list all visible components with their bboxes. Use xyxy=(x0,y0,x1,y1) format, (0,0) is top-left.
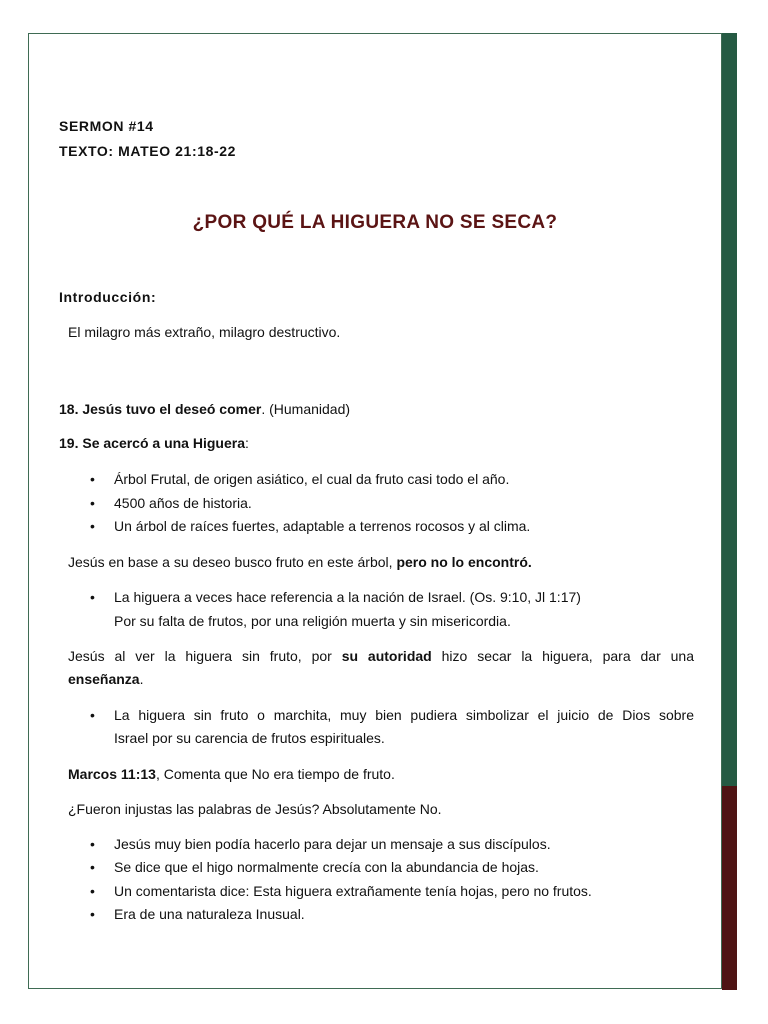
sermon-number: SERMON #14 xyxy=(59,118,154,134)
bullet-glyph: • xyxy=(90,906,95,922)
list-item: Era de una naturaleza Inusual. xyxy=(114,906,305,922)
paragraph-1-bold: pero no lo encontró. xyxy=(396,554,532,570)
intro-heading: Introducción: xyxy=(59,289,157,305)
paragraph-1-text: Jesús en base a su deseo busco fruto en este árbol, xyxy=(68,554,397,570)
paragraph-2-line-1 xyxy=(68,647,694,665)
bullet-glyph: • xyxy=(90,471,95,487)
paragraph-3-bold: Marcos 11:13 xyxy=(68,766,156,782)
list-item: 4500 años de historia. xyxy=(114,495,252,511)
bullet-glyph: • xyxy=(90,836,95,852)
paragraph-2-bold-2: enseñanza xyxy=(68,671,140,687)
sermon-title: ¿POR QUÉ LA HIGUERA NO SE SECA? xyxy=(192,212,558,233)
list-item-line-2: Por su falta de frutos, por una religión muerta y sin misericordia. xyxy=(114,613,511,629)
paragraph-3 xyxy=(68,765,395,783)
paragraph-2-bold-1: su autoridad xyxy=(341,648,432,664)
verse-19-bold: 19. Se acercó a una Higuera xyxy=(59,435,245,451)
verse-19 xyxy=(59,434,249,452)
list-item-line-1: La higuera a veces hace referencia a la nación de Israel. (Os. 9:10, Jl 1:17) xyxy=(114,589,581,605)
list-item: Se dice que el higo normalmente crecía con la abundancia de hojas. xyxy=(114,859,539,875)
paragraph-3-rest: , Comenta que No era tiempo de fruto. xyxy=(155,766,395,782)
paragraph-2-text-a: Jesús al ver la higuera sin fruto, por xyxy=(68,648,342,664)
side-bar-green xyxy=(722,33,737,786)
paragraph-4: ¿Fueron injustas las palabras de Jesús? Absolutamente No. xyxy=(68,801,442,817)
bullet-glyph: • xyxy=(90,707,95,723)
bullet-glyph: • xyxy=(90,859,95,875)
bullet-glyph: • xyxy=(90,518,95,534)
list-item: Jesús muy bien podía hacerlo para dejar un mensaje a sus discípulos. xyxy=(114,836,551,852)
intro-text: El milagro más extraño, milagro destructivo. xyxy=(68,324,341,340)
side-bar-maroon xyxy=(722,786,737,990)
verse-18-bold: 18. Jesús tuvo el deseó comer xyxy=(59,401,262,417)
bullet-glyph: • xyxy=(90,883,95,899)
verse-19-rest: : xyxy=(244,435,249,451)
paragraph-2-text-c: . xyxy=(139,671,144,687)
sermon-text-reference: TEXTO: MATEO 21:18-22 xyxy=(59,143,237,159)
verse-18 xyxy=(59,400,350,418)
list-item: Árbol Frutal, de origen asiático, el cual da fruto casi todo el año. xyxy=(114,471,510,487)
list-item-line-1: La higuera sin fruto o marchita, muy bien pudiera simbolizar el juicio de Dios sobre xyxy=(114,707,694,723)
paragraph-2-text-b: hizo secar la higuera, para dar una xyxy=(431,648,694,664)
list-item-line-2: Israel por su carencia de frutos espirituales. xyxy=(114,730,385,746)
paragraph-1 xyxy=(68,553,532,571)
bullet-glyph: • xyxy=(90,495,95,511)
list-item: Un árbol de raíces fuertes, adaptable a terrenos rocosos y al clima. xyxy=(114,518,531,534)
verse-18-rest: . (Humanidad) xyxy=(261,401,351,417)
list-item: Un comentarista dice: Esta higuera extrañamente tenía hojas, pero no frutos. xyxy=(114,883,592,899)
bullet-glyph: • xyxy=(90,589,95,605)
paragraph-2-line-2 xyxy=(68,670,143,688)
